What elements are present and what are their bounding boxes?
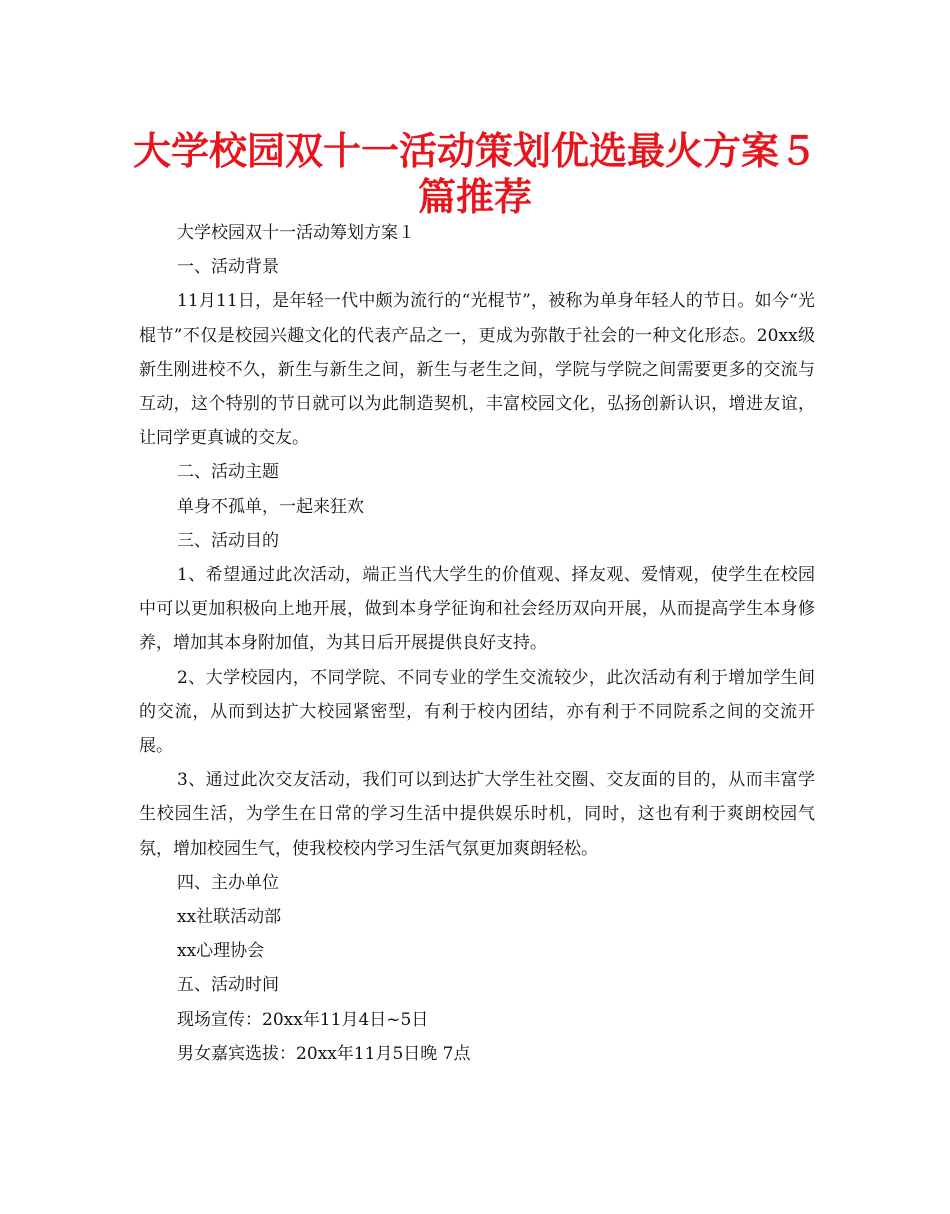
organizer-1: xx社联活动部 [177,907,282,928]
paragraph-background: 11月11日，是年轻一代中颇为流行的“光棍节”，被称为单身年轻人的节日。如今“光棍节”不仅是校园兴趣文化的代表产品之一，更成为弥散于社会的一种文化形态。20xx级新生刚进校不久，新生与新生之间，新生与老生之间，学院与学院之间需要更多的交流与互动，这个特别的节日就可以为此制造契机，丰富校园文化，弘扬创新认识，增进友谊，让同学更真诚的交友。 [139,291,815,449]
section-heading-purpose: 三、活动目的 [177,530,279,551]
time-item-2: 男女嘉宾选拔：20xx年11月5日晚 7点 [177,1043,471,1064]
title-line-2: 篇推荐 [417,175,532,219]
paragraph-purpose-1: 1、希望通过此次活动，端正当代大学生的价值观、择友观、爱情观，使学生在校园中可以更加积极向上地开展，做到本身学征询和社会经历双向开展，从而提高学生本身修养，增加其本身附加值，为其日后开展提供良好支持。 [139,565,815,654]
time-item-1: 现场宣传：20xx年11月4日~5日 [177,1009,429,1030]
organizer-2: xx心理协会 [177,941,265,962]
document-body [139,216,815,1071]
paragraph-purpose-2: 2、大学校园内，不同学院、不同专业的学生交流较少，此次活动有利于增加学生间的交流，从而到达扩大校园紧密型，有利于校内团结，亦有利于不同院系之间的交流开展。 [139,667,815,757]
section-heading-organizer: 四、主办单位 [177,872,279,893]
title-line-1: 大学校园双十一活动策划优选最火方案５ [132,129,817,173]
plan-heading: 大学校园双十一活动筹划方案１ [177,223,415,243]
paragraph-theme: 单身不孤单，一起来狂欢 [177,496,364,517]
section-heading-time: 五、活动时间 [177,975,279,996]
section-heading-theme: 二、活动主题 [177,462,279,483]
document-title [120,128,830,220]
paragraph-purpose-3: 3、通过此次交友活动，我们可以到达扩大学生社交圈、交友面的目的，从而丰富学生校园生活，为学生在日常的学习生活中提供娱乐时机，同时，这也有利于爽朗校园气氛，增加校园生气，使我校校内学习生活气氛更加爽朗轻松。 [139,770,815,859]
section-heading-background: 一、活动背景 [177,257,279,278]
